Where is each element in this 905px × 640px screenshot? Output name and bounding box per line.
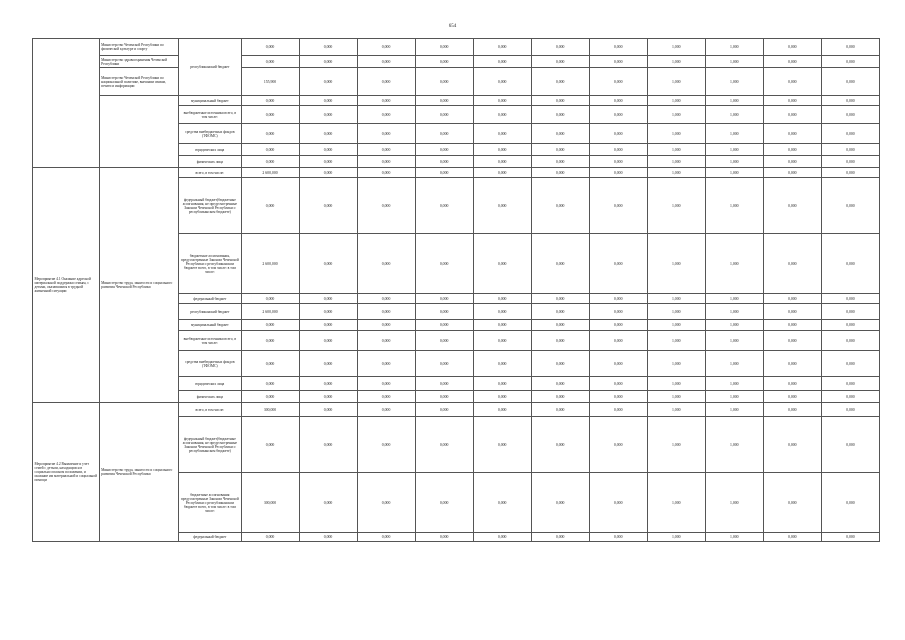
value-cell: 0,000 <box>589 533 647 542</box>
value-cell: 1,000 <box>647 320 705 331</box>
value-cell: 0,000 <box>589 156 647 168</box>
value-cell: 1,000 <box>647 144 705 156</box>
value-cell: 1,000 <box>647 351 705 377</box>
value-cell: 0,000 <box>357 351 415 377</box>
value-cell: 0,000 <box>589 417 647 473</box>
source-cell: средства внебюджетных фондов (ТФОМС) <box>179 124 241 144</box>
value-cell: 0,000 <box>763 144 821 156</box>
value-cell: 0,000 <box>531 351 589 377</box>
value-cell: 0,000 <box>415 68 473 96</box>
value-cell: 0,000 <box>241 106 299 124</box>
value-cell: 0,000 <box>589 320 647 331</box>
value-cell: 0,000 <box>589 377 647 391</box>
value-cell: 0,000 <box>415 403 473 417</box>
value-cell: 1,000 <box>705 403 763 417</box>
value-cell: 0,000 <box>589 294 647 304</box>
value-cell: 1,000 <box>705 351 763 377</box>
value-cell: 0,000 <box>415 144 473 156</box>
value-cell: 0,000 <box>763 351 821 377</box>
value-cell: 0,000 <box>531 473 589 533</box>
value-cell: 0,000 <box>589 234 647 294</box>
source-cell: республиканский бюджет <box>179 39 241 96</box>
value-cell: 0,000 <box>531 168 589 178</box>
value-cell: 0,000 <box>763 473 821 533</box>
value-cell: 0,000 <box>763 106 821 124</box>
value-cell: 0,000 <box>357 391 415 403</box>
value-cell: 0,000 <box>241 144 299 156</box>
value-cell: 1,000 <box>705 294 763 304</box>
value-cell: 0,000 <box>241 156 299 168</box>
value-cell: 0,000 <box>821 144 879 156</box>
value-cell: 0,000 <box>763 391 821 403</box>
value-cell: 0,000 <box>473 56 531 68</box>
value-cell: 0,000 <box>415 391 473 403</box>
value-cell: 1,000 <box>705 533 763 542</box>
value-cell: 0,000 <box>357 234 415 294</box>
value-cell: 0,000 <box>241 417 299 473</box>
value-cell: 0,000 <box>763 320 821 331</box>
value-cell: 0,000 <box>299 473 357 533</box>
source-cell: юридических лица <box>179 144 241 156</box>
value-cell: 0,000 <box>763 39 821 56</box>
source-cell: федеральный бюджет <box>179 294 241 304</box>
value-cell: 0,000 <box>241 331 299 351</box>
value-cell: 1,000 <box>647 377 705 391</box>
source-cell: внебюджетные источники всего, в том числе: <box>179 106 241 124</box>
value-cell: 0,000 <box>531 96 589 106</box>
table-row <box>33 56 880 68</box>
value-cell: 2 600,000 <box>241 168 299 178</box>
funding-table <box>32 38 880 542</box>
value-cell: 0,000 <box>241 96 299 106</box>
value-cell: 0,000 <box>357 473 415 533</box>
value-cell: 1,000 <box>647 294 705 304</box>
value-cell: 0,000 <box>357 124 415 144</box>
source-cell: муниципальный бюджет <box>179 320 241 331</box>
value-cell: 0,000 <box>473 331 531 351</box>
value-cell: 0,000 <box>589 331 647 351</box>
table-row <box>33 68 880 96</box>
value-cell: 1,000 <box>647 178 705 234</box>
event-cell: Мероприятие 4.2 Выявление и учет семей с детьми, находящихся в социально опасном положении, и оказание им материальной и социальной помощи <box>33 403 100 542</box>
value-cell: 1,000 <box>705 417 763 473</box>
value-cell: 0,000 <box>821 124 879 144</box>
value-cell: 0,000 <box>531 234 589 294</box>
value-cell: 1,000 <box>705 124 763 144</box>
value-cell: 0,000 <box>531 417 589 473</box>
value-cell: 0,000 <box>357 403 415 417</box>
value-cell: 0,000 <box>821 331 879 351</box>
value-cell: 0,000 <box>821 391 879 403</box>
table-row <box>33 168 880 178</box>
table-row <box>33 39 880 56</box>
value-cell: 0,000 <box>589 403 647 417</box>
value-cell: 0,000 <box>415 234 473 294</box>
value-cell: 1,000 <box>705 68 763 96</box>
value-cell: 0,000 <box>357 377 415 391</box>
value-cell: 0,000 <box>763 68 821 96</box>
value-cell: 1,000 <box>705 156 763 168</box>
value-cell: 0,000 <box>821 473 879 533</box>
value-cell: 0,000 <box>473 391 531 403</box>
value-cell: 1,000 <box>647 391 705 403</box>
value-cell: 0,000 <box>357 56 415 68</box>
value-cell: 0,000 <box>357 68 415 96</box>
value-cell: 0,000 <box>473 68 531 96</box>
value-cell: 0,000 <box>763 56 821 68</box>
value-cell: 0,000 <box>357 304 415 320</box>
event-cell <box>33 39 100 168</box>
value-cell: 0,000 <box>415 533 473 542</box>
value-cell: 0,000 <box>299 320 357 331</box>
value-cell: 0,000 <box>241 533 299 542</box>
value-cell: 0,000 <box>357 320 415 331</box>
value-cell: 0,000 <box>589 178 647 234</box>
value-cell: 0,000 <box>357 178 415 234</box>
value-cell: 0,000 <box>821 377 879 391</box>
value-cell: 0,000 <box>763 168 821 178</box>
value-cell: 0,000 <box>821 39 879 56</box>
value-cell: 0,000 <box>821 351 879 377</box>
source-cell: физических лица <box>179 391 241 403</box>
value-cell: 0,000 <box>473 156 531 168</box>
value-cell: 1,000 <box>705 39 763 56</box>
value-cell: 0,000 <box>531 391 589 403</box>
value-cell: 0,000 <box>299 178 357 234</box>
value-cell: 0,000 <box>415 178 473 234</box>
value-cell: 1,000 <box>705 391 763 403</box>
value-cell: 0,000 <box>357 156 415 168</box>
source-cell: муниципальный бюджет <box>179 96 241 106</box>
value-cell: 0,000 <box>415 56 473 68</box>
value-cell: 0,000 <box>763 377 821 391</box>
value-cell: 1,000 <box>647 331 705 351</box>
value-cell: 0,000 <box>589 391 647 403</box>
value-cell: 0,000 <box>531 156 589 168</box>
value-cell: 2 600,000 <box>241 304 299 320</box>
value-cell: 0,000 <box>821 304 879 320</box>
value-cell: 0,000 <box>357 331 415 351</box>
value-cell: 0,000 <box>473 533 531 542</box>
value-cell: 0,000 <box>415 320 473 331</box>
value-cell: 300,000 <box>241 473 299 533</box>
value-cell: 0,000 <box>415 473 473 533</box>
value-cell: 0,000 <box>763 234 821 294</box>
value-cell: 1,000 <box>647 96 705 106</box>
value-cell: 0,000 <box>589 106 647 124</box>
value-cell: 2 600,000 <box>241 234 299 294</box>
value-cell: 1,000 <box>647 403 705 417</box>
value-cell: 1,000 <box>647 106 705 124</box>
source-cell: всего, в том числе: <box>179 403 241 417</box>
value-cell: 0,000 <box>821 68 879 96</box>
value-cell: 0,000 <box>589 124 647 144</box>
value-cell: 1,000 <box>647 68 705 96</box>
value-cell: 0,000 <box>299 331 357 351</box>
value-cell: 0,000 <box>357 168 415 178</box>
executor-cell: Министерство труда, занятости и социального развития Чеченской Республики <box>99 168 179 403</box>
value-cell: 0,000 <box>531 304 589 320</box>
value-cell: 0,000 <box>241 294 299 304</box>
value-cell: 0,000 <box>357 144 415 156</box>
value-cell: 0,000 <box>473 377 531 391</box>
value-cell: 0,000 <box>589 168 647 178</box>
value-cell: 155,900 <box>241 68 299 96</box>
value-cell: 0,000 <box>763 533 821 542</box>
value-cell: 0,000 <box>531 403 589 417</box>
value-cell: 0,000 <box>473 473 531 533</box>
value-cell: 0,000 <box>763 331 821 351</box>
source-cell: федеральный бюджет(бюджетные ассигнования, не предусмотренные Законом Чеченской Республики о республиканском бюджете) <box>179 178 241 234</box>
value-cell: 0,000 <box>299 417 357 473</box>
executor-cell <box>99 96 179 168</box>
value-cell: 1,000 <box>647 156 705 168</box>
value-cell: 0,000 <box>415 168 473 178</box>
value-cell: 300,000 <box>241 403 299 417</box>
value-cell: 0,000 <box>415 96 473 106</box>
value-cell: 1,000 <box>647 234 705 294</box>
source-cell: бюджетные ассигнования, предусмотренные Законом Чеченской Республики о республиканском бюджете всего, в том числе: в том числе: <box>179 234 241 294</box>
value-cell: 0,000 <box>299 124 357 144</box>
value-cell: 0,000 <box>763 304 821 320</box>
value-cell: 0,000 <box>821 320 879 331</box>
value-cell: 0,000 <box>473 168 531 178</box>
value-cell: 0,000 <box>589 473 647 533</box>
value-cell: 1,000 <box>705 96 763 106</box>
event-cell: Мероприятие 4.1 Оказание адресной материальной поддержки семьям, с детьми, оказавшимся в трудной жизненной ситуации <box>33 168 100 403</box>
value-cell: 0,000 <box>241 56 299 68</box>
value-cell: 0,000 <box>357 533 415 542</box>
value-cell: 0,000 <box>473 144 531 156</box>
value-cell: 0,000 <box>299 533 357 542</box>
value-cell: 0,000 <box>357 39 415 56</box>
value-cell: 0,000 <box>821 168 879 178</box>
value-cell: 0,000 <box>589 56 647 68</box>
value-cell: 0,000 <box>473 351 531 377</box>
executor-cell: Министерство Чеченской Республики по национальной политике, внешним связям, печати и информации <box>99 68 179 96</box>
value-cell: 0,000 <box>415 106 473 124</box>
source-cell: внебюджетные источники всего, в том числе: <box>179 331 241 351</box>
value-cell: 0,000 <box>415 156 473 168</box>
value-cell: 0,000 <box>415 304 473 320</box>
value-cell: 0,000 <box>299 304 357 320</box>
value-cell: 1,000 <box>705 320 763 331</box>
value-cell: 0,000 <box>763 294 821 304</box>
table-row <box>33 403 880 417</box>
value-cell: 0,000 <box>589 96 647 106</box>
value-cell: 0,000 <box>299 56 357 68</box>
value-cell: 1,000 <box>705 106 763 124</box>
value-cell: 0,000 <box>531 178 589 234</box>
page-number: 654 <box>448 24 457 29</box>
value-cell: 0,000 <box>241 351 299 377</box>
source-cell: федеральный бюджет <box>179 533 241 542</box>
value-cell: 1,000 <box>647 417 705 473</box>
value-cell: 0,000 <box>241 124 299 144</box>
value-cell: 0,000 <box>357 294 415 304</box>
value-cell: 0,000 <box>763 178 821 234</box>
value-cell: 0,000 <box>763 124 821 144</box>
value-cell: 0,000 <box>473 106 531 124</box>
value-cell: 0,000 <box>531 533 589 542</box>
value-cell: 0,000 <box>415 417 473 473</box>
value-cell: 0,000 <box>821 106 879 124</box>
value-cell: 0,000 <box>473 417 531 473</box>
value-cell: 0,000 <box>763 96 821 106</box>
value-cell: 0,000 <box>473 96 531 106</box>
value-cell: 0,000 <box>241 377 299 391</box>
value-cell: 0,000 <box>241 391 299 403</box>
value-cell: 0,000 <box>531 68 589 96</box>
value-cell: 0,000 <box>821 533 879 542</box>
value-cell: 1,000 <box>705 304 763 320</box>
value-cell: 0,000 <box>763 417 821 473</box>
value-cell: 1,000 <box>705 473 763 533</box>
value-cell: 0,000 <box>299 68 357 96</box>
value-cell: 1,000 <box>647 473 705 533</box>
value-cell: 1,000 <box>647 168 705 178</box>
value-cell: 0,000 <box>241 39 299 56</box>
executor-cell: Министерство труда, занятости и социального развития Чеченской Республики <box>99 403 179 542</box>
value-cell: 1,000 <box>705 144 763 156</box>
value-cell: 0,000 <box>299 351 357 377</box>
value-cell: 0,000 <box>299 294 357 304</box>
value-cell: 1,000 <box>705 377 763 391</box>
value-cell: 0,000 <box>531 39 589 56</box>
value-cell: 0,000 <box>473 234 531 294</box>
value-cell: 0,000 <box>531 144 589 156</box>
value-cell: 1,000 <box>705 331 763 351</box>
value-cell: 0,000 <box>299 96 357 106</box>
value-cell: 0,000 <box>531 377 589 391</box>
value-cell: 0,000 <box>763 403 821 417</box>
value-cell: 0,000 <box>415 351 473 377</box>
value-cell: 0,000 <box>299 156 357 168</box>
value-cell: 0,000 <box>821 56 879 68</box>
value-cell: 0,000 <box>473 403 531 417</box>
value-cell: 0,000 <box>241 320 299 331</box>
value-cell: 0,000 <box>589 144 647 156</box>
value-cell: 0,000 <box>299 106 357 124</box>
value-cell: 0,000 <box>821 417 879 473</box>
value-cell: 0,000 <box>357 106 415 124</box>
value-cell: 0,000 <box>299 377 357 391</box>
value-cell: 0,000 <box>357 96 415 106</box>
source-cell: республиканский бюджет <box>179 304 241 320</box>
value-cell: 1,000 <box>647 124 705 144</box>
value-cell: 0,000 <box>589 351 647 377</box>
value-cell: 1,000 <box>705 178 763 234</box>
value-cell: 0,000 <box>415 331 473 351</box>
value-cell: 0,000 <box>299 168 357 178</box>
value-cell: 0,000 <box>531 320 589 331</box>
value-cell: 0,000 <box>299 234 357 294</box>
value-cell: 0,000 <box>473 124 531 144</box>
value-cell: 0,000 <box>299 403 357 417</box>
source-cell: юридических лица <box>179 377 241 391</box>
value-cell: 0,000 <box>531 124 589 144</box>
value-cell: 0,000 <box>531 56 589 68</box>
value-cell: 1,000 <box>705 56 763 68</box>
value-cell: 0,000 <box>473 178 531 234</box>
value-cell: 0,000 <box>415 124 473 144</box>
value-cell: 0,000 <box>473 294 531 304</box>
table-row <box>33 96 880 106</box>
value-cell: 0,000 <box>821 234 879 294</box>
value-cell: 0,000 <box>299 144 357 156</box>
value-cell: 0,000 <box>415 39 473 56</box>
value-cell: 0,000 <box>473 39 531 56</box>
value-cell: 0,000 <box>531 331 589 351</box>
source-cell: всего, в том числе: <box>179 168 241 178</box>
executor-cell: Министерство Чеченской Республики по физической культуре и спорту <box>99 39 179 56</box>
value-cell: 0,000 <box>415 294 473 304</box>
value-cell: 0,000 <box>299 391 357 403</box>
value-cell: 0,000 <box>531 294 589 304</box>
value-cell: 0,000 <box>589 68 647 96</box>
value-cell: 1,000 <box>647 304 705 320</box>
source-cell: федеральный бюджет(бюджетные ассигнования, не предусмотренные Законом Чеченской Республики о республиканском бюджете) <box>179 417 241 473</box>
value-cell: 0,000 <box>299 39 357 56</box>
value-cell: 0,000 <box>821 294 879 304</box>
value-cell: 1,000 <box>647 533 705 542</box>
value-cell: 1,000 <box>705 168 763 178</box>
value-cell: 1,000 <box>705 234 763 294</box>
value-cell: 0,000 <box>821 96 879 106</box>
source-cell: бюджетные ассигнования предусмотренные Законом Чеченской Республики о республиканском бюджете всего, в том числе: в том числе: <box>179 473 241 533</box>
value-cell: 0,000 <box>821 403 879 417</box>
value-cell: 0,000 <box>763 156 821 168</box>
value-cell: 1,000 <box>647 56 705 68</box>
value-cell: 0,000 <box>415 377 473 391</box>
source-cell: физических лица <box>179 156 241 168</box>
executor-cell: Министерство здравоохранения Чеченской Республики <box>99 56 179 68</box>
value-cell: 0,000 <box>241 178 299 234</box>
value-cell: 0,000 <box>821 178 879 234</box>
value-cell: 0,000 <box>531 106 589 124</box>
value-cell: 0,000 <box>821 156 879 168</box>
value-cell: 0,000 <box>357 417 415 473</box>
value-cell: 1,000 <box>647 39 705 56</box>
value-cell: 0,000 <box>589 304 647 320</box>
value-cell: 0,000 <box>589 39 647 56</box>
value-cell: 0,000 <box>473 320 531 331</box>
source-cell: средства внебюджетных фондов (ТФОМС) <box>179 351 241 377</box>
value-cell: 0,000 <box>473 304 531 320</box>
